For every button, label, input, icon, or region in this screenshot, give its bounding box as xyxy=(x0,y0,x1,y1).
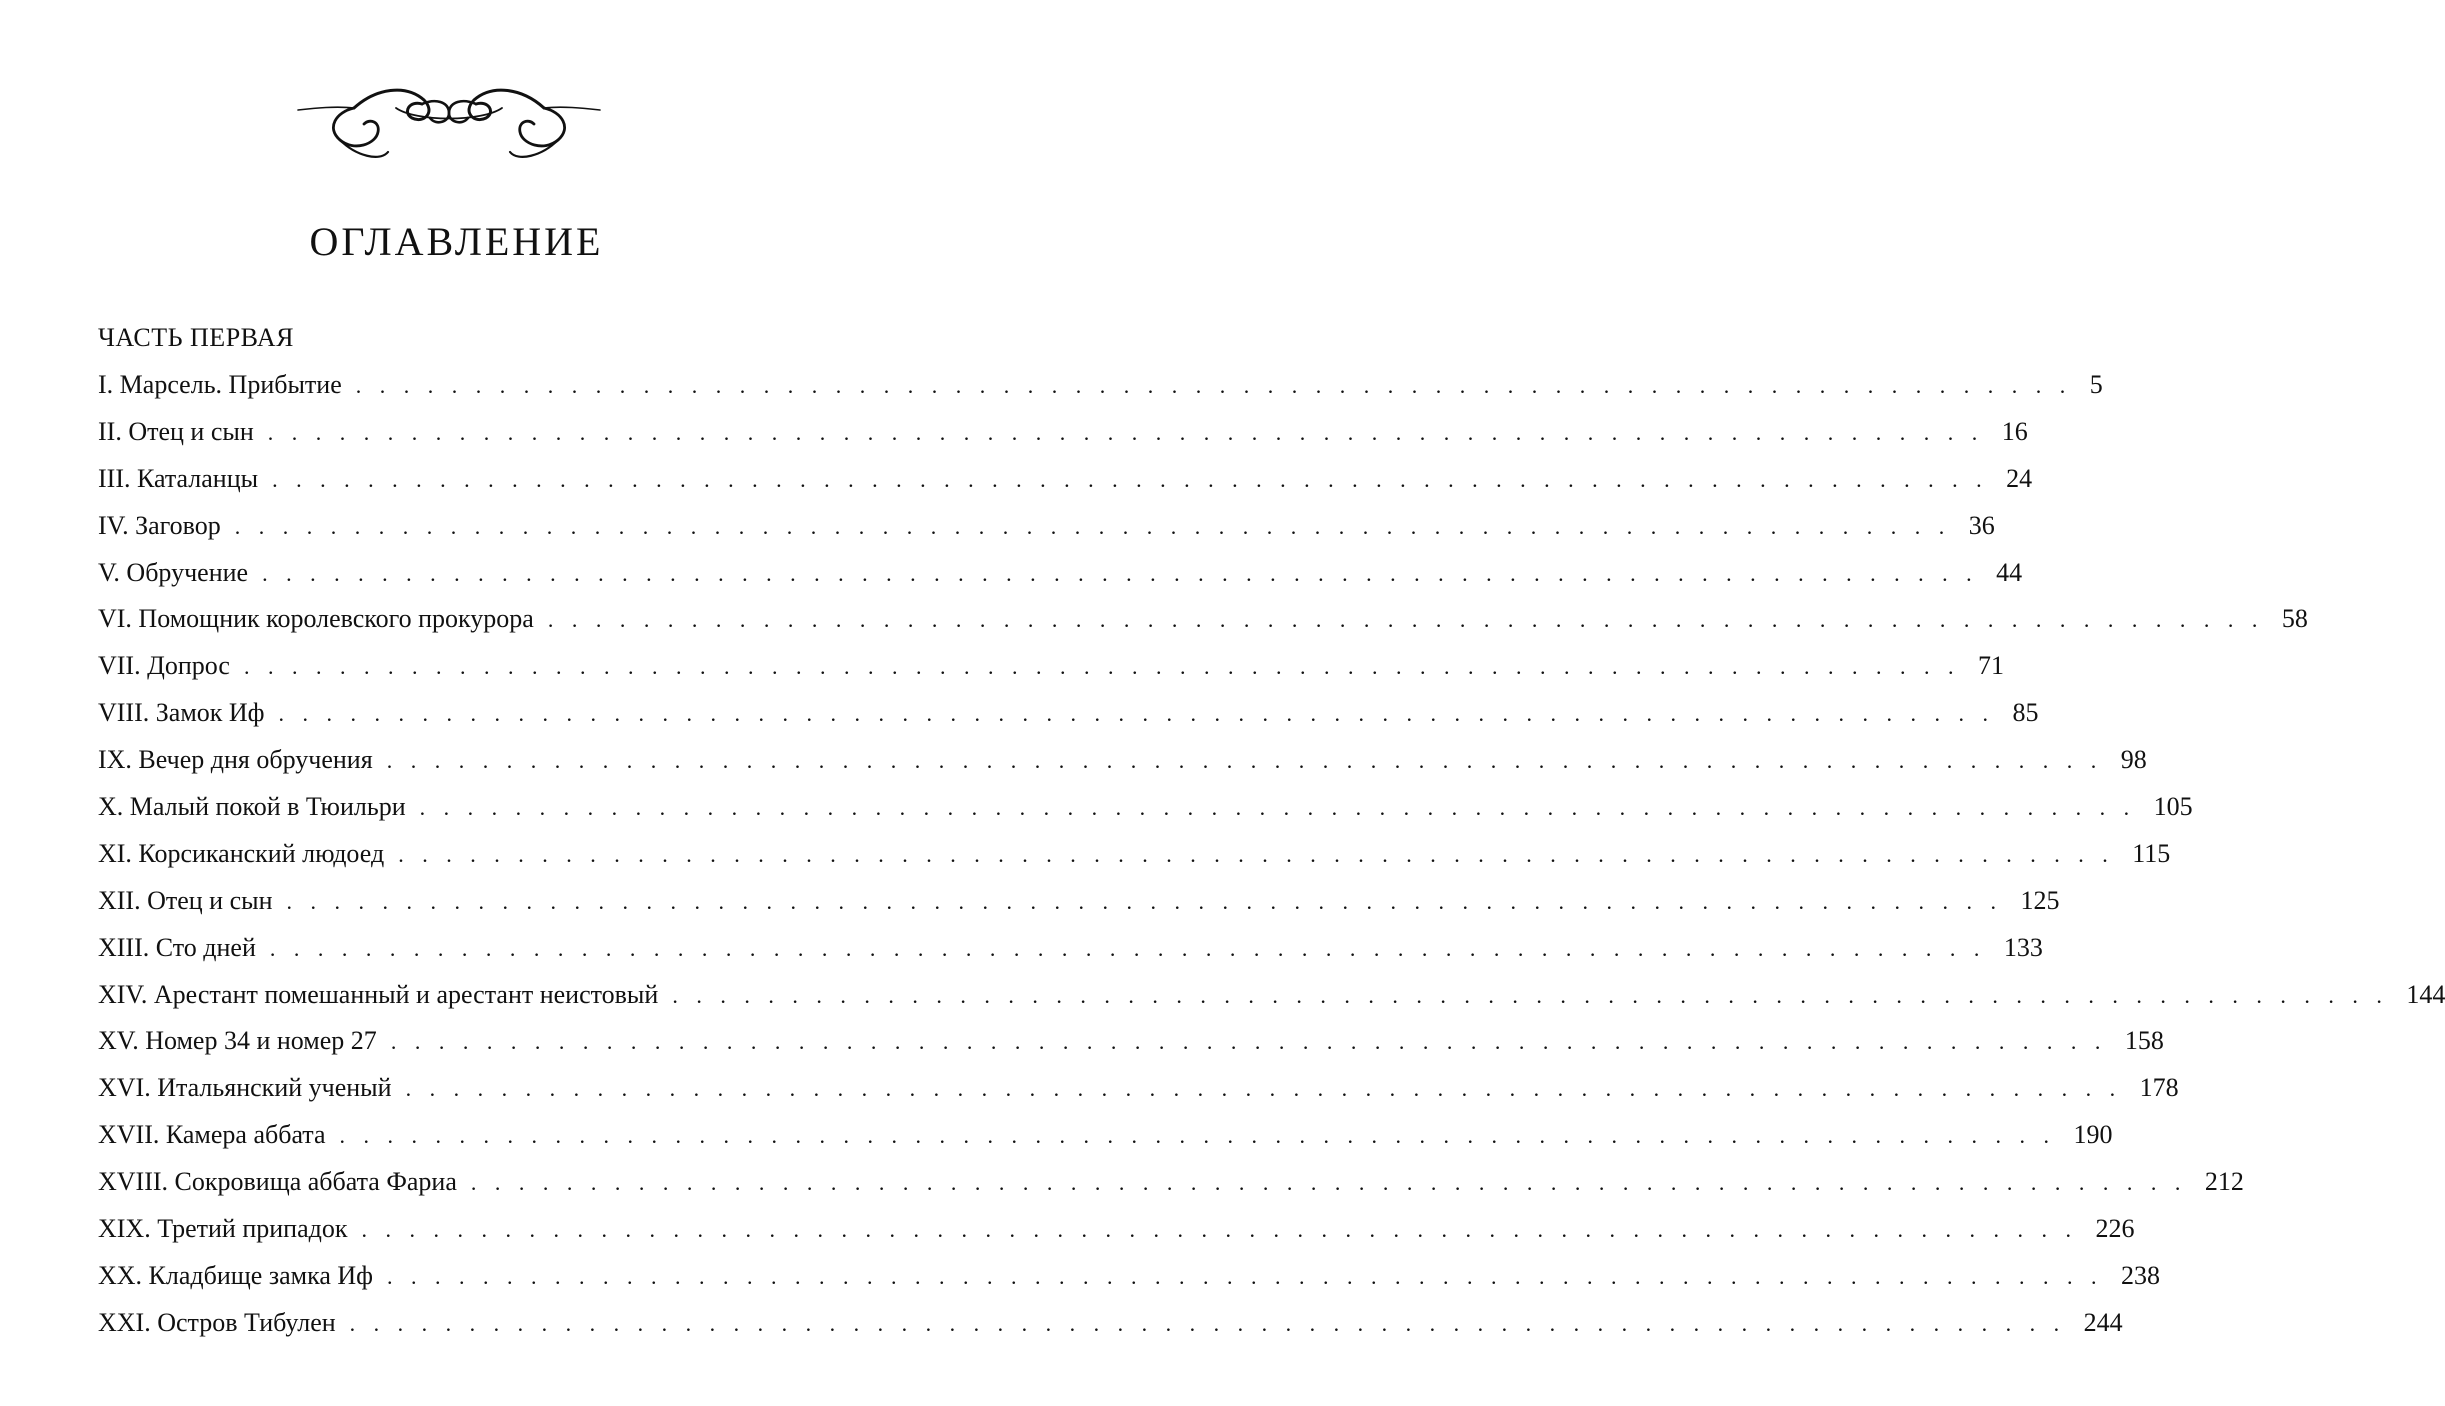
toc-entry-title: VI. Помощник королевского прокурора xyxy=(98,604,534,634)
toc-entry xyxy=(98,1112,2113,1159)
toc-entry xyxy=(98,409,2028,456)
toc-entry-title: I. Марсель. Прибытие xyxy=(98,370,342,399)
toc-entry-page: 244 xyxy=(2083,1307,2123,1337)
toc-entry xyxy=(98,1018,2164,1065)
toc-leader-dots: . . . . . . . . . . . . . . . . . . . . . . . . . . . . . . . . . . . . . . . . . . . . . . . . . . . . . . . . . . . . . . . . . . . . . . . . xyxy=(272,466,1989,492)
toc-leader-dots: . . . . . . . . . . . . . . . . . . . . . . . . . . . . . . . . . . . . . . . . . . . . . . . . . . . . . . . . . . . . . . . . . . . . . . . . xyxy=(419,795,2136,821)
toc-entry-title: XV. Номер 34 и номер 27 xyxy=(98,1026,377,1056)
toc-entry-page: 212 xyxy=(2204,1167,2244,1197)
toc-entry-title: XI. Корсиканский людоед xyxy=(98,838,385,868)
part-heading: ЧАСТЬ ПЕРВАЯ xyxy=(98,323,294,352)
toc-entry xyxy=(98,550,2023,597)
toc-entry-page: 85 xyxy=(2012,698,2039,728)
toc-entry xyxy=(98,1206,2135,1253)
toc-entry-page: 144 xyxy=(2406,979,2445,1009)
toc-leader-dots: . . . . . . . . . . . . . . . . . . . . . . . . . . . . . . . . . . . . . . . . . . . . . . . . . . . . . . . . . . . . . . . . . . . . . . . . xyxy=(361,1217,2078,1243)
toc-entry-page: 190 xyxy=(2073,1120,2113,1150)
toc-leader-dots: . . . . . . . . . . . . . . . . . . . . . . . . . . . . . . . . . . . . . . . . . . . . . . . . . . . . . . . . . . . . . . . . . . . . . . . . xyxy=(390,1029,2107,1055)
toc-leader-dots: . . . . . . . . . . . . . . . . . . . . . . . . . . . . . . . . . . . . . . . . . . . . . . . . . . . . . . . . . . . . . . . . . . . . . . . . xyxy=(243,654,1960,680)
toc-entry xyxy=(98,1300,2123,1347)
toc-leader-dots: . . . . . . . . . . . . . . . . . . . . . . . . . . . . . . . . . . . . . . . . . . . . . . . . . . . . . . . . . . . . . . . . . . . . . . . . xyxy=(286,888,2003,914)
page-title: ОГЛАВЛЕНИЕ xyxy=(309,219,604,264)
toc-entry-title: XX. Кладбище замка Иф xyxy=(98,1260,374,1290)
toc-leader-dots: . . . . . . . . . . . . . . . . . . . . . . . . . . . . . . . . . . . . . . . . . . . . . . . . . . . . . . . . . . . . . . . . . . . . . . . . xyxy=(262,560,1979,586)
toc-entry-page: 44 xyxy=(1996,557,2023,587)
table-of-contents xyxy=(98,362,2445,1347)
toc-entry-title: IX. Вечер дня обручения xyxy=(98,745,373,775)
toc-entry-page: 133 xyxy=(2003,932,2043,962)
toc-leader-dots: . . . . . . . . . . . . . . . . . . . . . . . . . . . . . . . . . . . . . . . . . . . . . . . . . . . . . . . . . . . . . . . . . . . . . . . . xyxy=(470,1170,2187,1196)
toc-entry-page: 5 xyxy=(2089,370,2103,399)
toc-entry-page: 158 xyxy=(2124,1026,2164,1056)
toc-entry-title: XIV. Арестант помешанный и арестант неистовый xyxy=(98,979,659,1009)
toc-entry xyxy=(98,362,2103,409)
toc-entry xyxy=(98,503,1995,550)
toc-entry-title: XVII. Камера аббата xyxy=(98,1120,326,1150)
toc-entry-title: XVI. Итальянский ученый xyxy=(98,1073,392,1103)
toc-entry xyxy=(98,1065,2179,1112)
toc-leader-dots: . . . . . . . . . . . . . . . . . . . . . . . . . . . . . . . . . . . . . . . . . . . . . . . . . . . . . . . . . . . . . . . . . . . . . . . . xyxy=(234,513,1951,539)
toc-leader-dots: . . . . . . . . . . . . . . . . . . . . . . . . . . . . . . . . . . . . . . . . . . . . . . . . . . . . . . . . . . . . . . . . . . . . . . . . xyxy=(339,1123,2056,1149)
toc-entry-title: VII. Допрос xyxy=(98,651,230,681)
toc-entry-title: III. Каталанцы xyxy=(98,463,259,493)
toc-entry xyxy=(98,925,2043,972)
toc-leader-dots: . . . . . . . . . . . . . . . . . . . . . . . . . . . . . . . . . . . . . . . . . . . . . . . . . . . . . . . . . . . . . . . . . . . . . . . . xyxy=(269,935,1986,961)
toc-entry xyxy=(98,737,2147,784)
toc-entry xyxy=(98,643,2004,690)
toc-leader-dots: . . . . . . . . . . . . . . . . . . . . . . . . . . . . . . . . . . . . . . . . . . . . . . . . . . . . . . . . . . . . . . . . . . . . . . . . xyxy=(355,373,2072,398)
toc-entry-title: XXI. Остров Тибулен xyxy=(98,1307,336,1337)
toc-entry-title: VIII. Замок Иф xyxy=(98,698,265,728)
toc-entry xyxy=(98,972,2445,1019)
toc-entry-page: 178 xyxy=(2139,1073,2179,1103)
toc-entry xyxy=(98,456,2033,503)
toc-entry-page: 58 xyxy=(2281,604,2308,634)
toc-entry-page: 98 xyxy=(2120,745,2147,775)
toc-entry-page: 125 xyxy=(2020,885,2060,915)
toc-entry xyxy=(98,690,2039,737)
toc-entry-page: 16 xyxy=(2001,416,2028,446)
toc-leader-dots: . . . . . . . . . . . . . . . . . . . . . . . . . . . . . . . . . . . . . . . . . . . . . . . . . . . . . . . . . . . . . . . . . . . . . . . . xyxy=(387,1263,2104,1289)
toc-entry-title: V. Обручение xyxy=(98,557,249,587)
toc-entry-page: 24 xyxy=(2006,463,2033,493)
toc-leader-dots: . . . . . . . . . . . . . . . . . . . . . . . . . . . . . . . . . . . . . . . . . . . . . . . . . . . . . . . . . . . . . . . . . . . . . . . . xyxy=(278,701,1995,727)
toc-entry-title: XII. Отец и сын xyxy=(98,885,273,915)
toc-entry-page: 115 xyxy=(2132,838,2171,868)
toc-entry-page: 238 xyxy=(2121,1260,2161,1290)
toc-entry xyxy=(98,1253,2161,1300)
toc-entry xyxy=(98,596,2308,643)
toc-leader-dots: . . . . . . . . . . . . . . . . . . . . . . . . . . . . . . . . . . . . . . . . . . . . . . . . . . . . . . . . . . . . . . . . . . . . . . . . xyxy=(405,1076,2122,1102)
toc-entry xyxy=(98,1159,2244,1206)
decorative-flourish-icon xyxy=(296,78,602,164)
toc-entry-title: II. Отец и сын xyxy=(98,416,254,446)
toc-entry xyxy=(98,784,2193,831)
toc-entry-page: 71 xyxy=(1977,651,2004,681)
toc-leader-dots: . . . . . . . . . . . . . . . . . . . . . . . . . . . . . . . . . . . . . . . . . . . . . . . . . . . . . . . . . . . . . . . . . . . . . . . . xyxy=(267,419,1984,445)
toc-entry-title: XIII. Сто дней xyxy=(98,932,256,962)
toc-entry xyxy=(98,831,2171,878)
toc-entry-page: 36 xyxy=(1968,510,1995,540)
toc-entry-title: X. Малый покой в Тюильри xyxy=(98,792,406,822)
toc-entry xyxy=(98,878,2060,925)
toc-leader-dots: . . . . . . . . . . . . . . . . . . . . . . . . . . . . . . . . . . . . . . . . . . . . . . . . . . . . . . . . . . . . . . . . . . . . . . . . xyxy=(398,841,2115,867)
toc-leader-dots: . . . . . . . . . . . . . . . . . . . . . . . . . . . . . . . . . . . . . . . . . . . . . . . . . . . . . . . . . . . . . . . . . . . . . . . . xyxy=(349,1310,2066,1336)
toc-entry-page: 105 xyxy=(2153,792,2193,822)
toc-entry-title: XIX. Третий припадок xyxy=(98,1214,348,1244)
toc-leader-dots: . . . . . . . . . . . . . . . . . . . . . . . . . . . . . . . . . . . . . . . . . . . . . . . . . . . . . . . . . . . . . . . . . . . . . . . . xyxy=(547,607,2264,633)
toc-leader-dots: . . . . . . . . . . . . . . . . . . . . . . . . . . . . . . . . . . . . . . . . . . . . . . . . . . . . . . . . . . . . . . . . . . . . . . . . xyxy=(386,748,2103,774)
toc-leader-dots: . . . . . . . . . . . . . . . . . . . . . . . . . . . . . . . . . . . . . . . . . . . . . . . . . . . . . . . . . . . . . . . . . . . . . . . . xyxy=(672,982,2389,1008)
toc-entry-title: IV. Заговор xyxy=(98,510,221,540)
toc-entry-page: 226 xyxy=(2095,1214,2135,1244)
toc-entry-title: XVIII. Сокровища аббата Фариа xyxy=(98,1167,457,1197)
